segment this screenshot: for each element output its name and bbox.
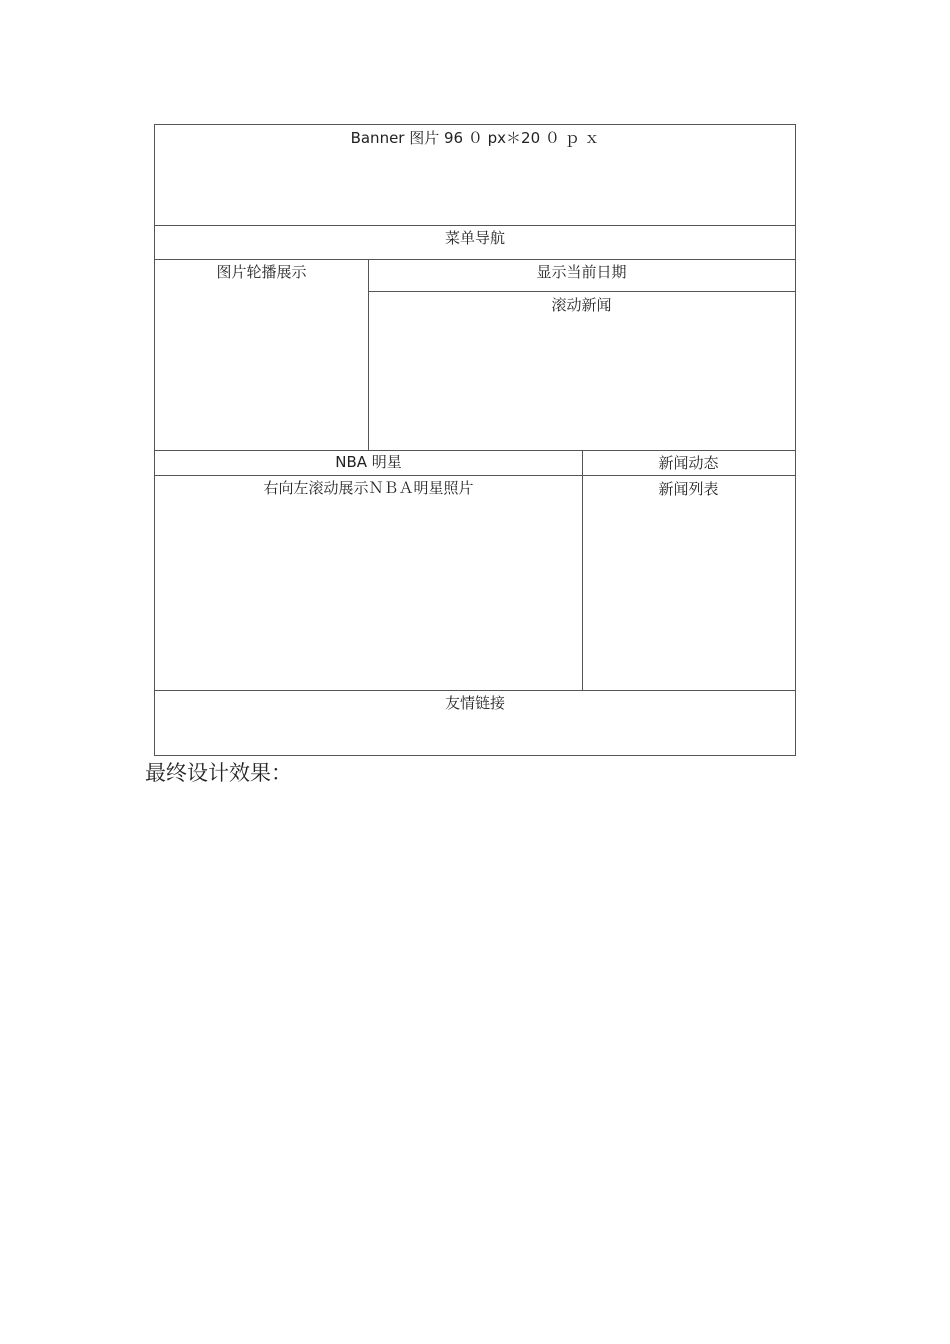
divider-banner-bottom: [155, 225, 795, 226]
banner-cell: Banner 图片 96 ０ px＊20 ０ ｐ ｘ: [350, 129, 600, 147]
carousel-cell: 图片轮播展示: [216, 263, 307, 281]
layout-wireframe-table: [154, 124, 796, 756]
nba-stars-scroll-cell: 右向左滚动展示ＮＢＡ明星照片: [263, 479, 474, 497]
final-design-caption: 最终设计效果：: [145, 761, 292, 785]
divider-date-bottom: [368, 291, 795, 292]
scrolling-news-cell: 滚动新闻: [551, 296, 612, 314]
friend-links-cell: 友情链接: [444, 694, 505, 712]
current-date-cell: 显示当前日期: [536, 263, 627, 281]
divider-menu-bottom: [155, 259, 795, 260]
divider-section-header-bottom: [155, 475, 795, 476]
menu-nav-cell: 菜单导航: [444, 229, 505, 247]
divider-carousel-right: [368, 259, 369, 450]
news-updates-header-cell: 新闻动态: [658, 454, 719, 472]
nba-stars-header-cell: NBA 明星: [335, 453, 402, 471]
divider-links-top: [155, 690, 795, 691]
news-list-cell: 新闻列表: [658, 480, 719, 498]
